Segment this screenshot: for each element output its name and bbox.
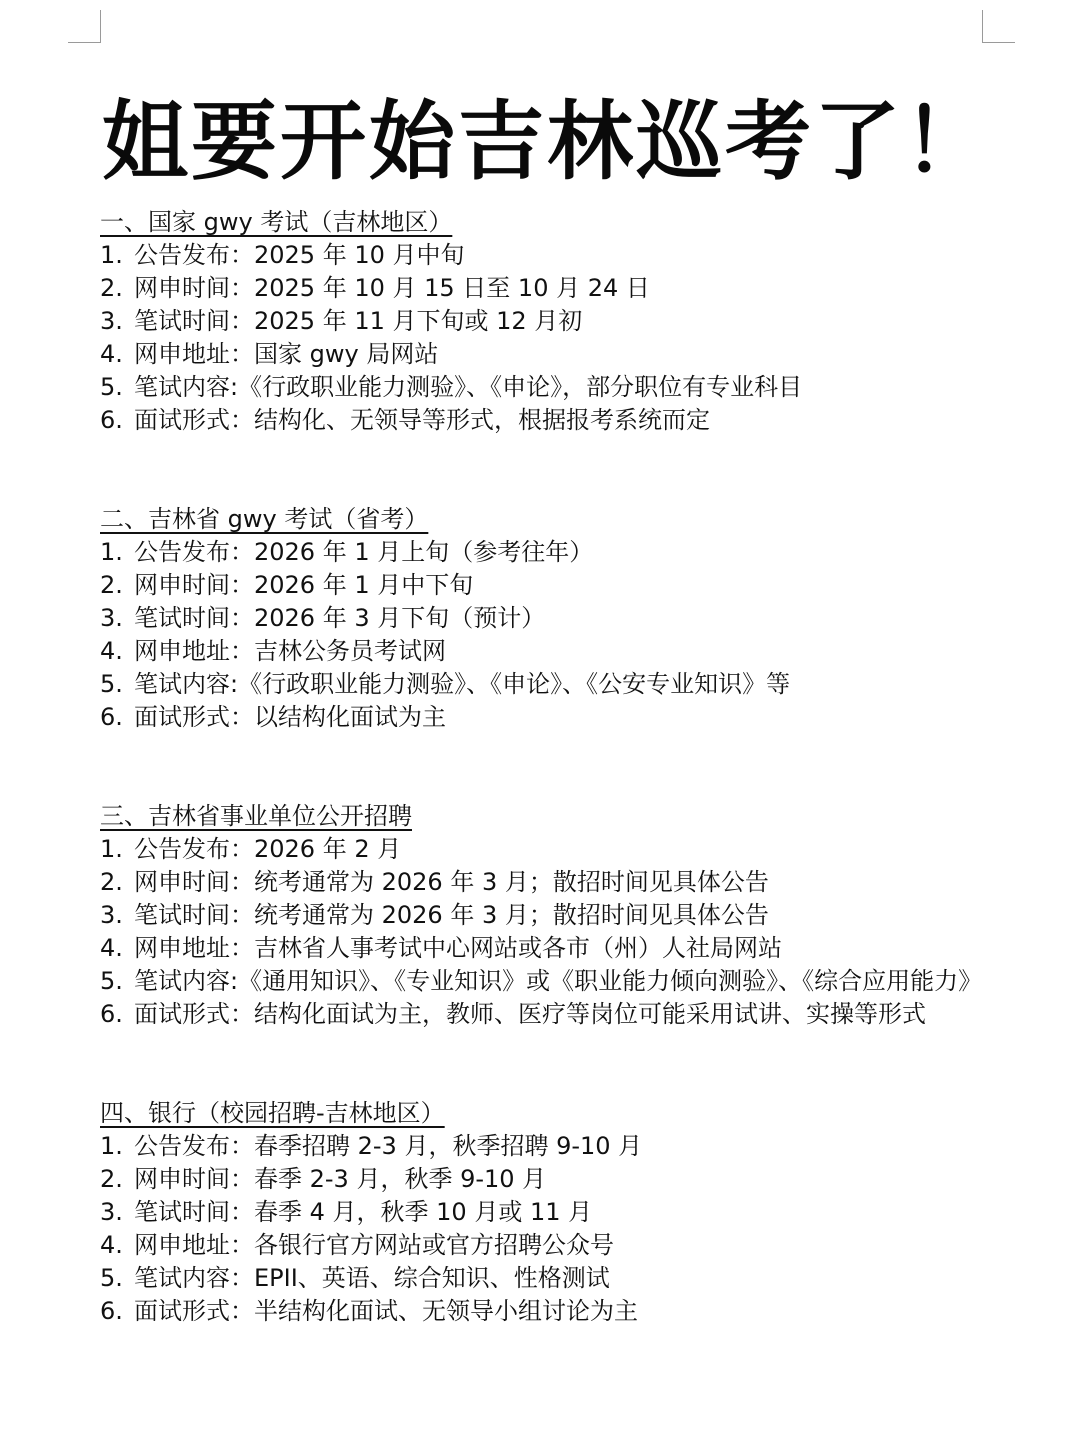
item-number: 1. (100, 241, 123, 269)
item-text: 笔试时间：统考通常为 2026 年 3 月；散招时间见具体公告 (134, 901, 769, 929)
item-list (100, 239, 990, 437)
list-item (100, 635, 990, 668)
document-body (100, 88, 990, 1328)
section-heading: 三、吉林省事业单位公开招聘 (100, 802, 412, 830)
item-number: 1. (100, 1132, 123, 1160)
item-number: 5. (100, 373, 123, 401)
item-text: 笔试时间：2026 年 3 月下旬（预计） (134, 604, 546, 632)
section-heading: 四、银行（校园招聘-吉林地区） (100, 1099, 445, 1127)
list-item (100, 536, 990, 569)
item-number: 2. (100, 868, 123, 896)
item-text: 笔试内容:《行政职业能力测验》、《申论》，部分职位有专业科目 (134, 373, 803, 401)
list-item (100, 338, 990, 371)
item-number: 4. (100, 637, 123, 665)
item-text: 网申时间：2025 年 10 月 15 日至 10 月 24 日 (134, 274, 650, 302)
list-item (100, 668, 990, 701)
item-number: 2. (100, 1165, 123, 1193)
item-text: 笔试内容：EPII、英语、综合知识、性格测试 (134, 1264, 610, 1292)
list-item (100, 569, 990, 602)
list-item (100, 404, 990, 437)
section-heading: 二、吉林省 gwy 考试（省考） (100, 505, 429, 533)
section-public-institution (100, 800, 990, 1031)
item-text: 面试形式：以结构化面试为主 (134, 703, 446, 731)
item-number: 4. (100, 340, 123, 368)
list-item (100, 866, 990, 899)
item-number: 3. (100, 307, 123, 335)
list-item (100, 1163, 990, 1196)
section-national-exam (100, 206, 990, 437)
item-number: 5. (100, 670, 123, 698)
crop-mark-top-right (982, 10, 1015, 43)
item-list (100, 536, 990, 734)
item-text: 面试形式：结构化、无领导等形式，根据报考系统而定 (134, 406, 710, 434)
list-item (100, 1262, 990, 1295)
item-text: 网申地址：吉林省人事考试中心网站或各市（州）人社局网站 (134, 934, 782, 962)
crop-mark-top-left (68, 10, 101, 43)
item-text: 网申地址：吉林公务员考试网 (134, 637, 446, 665)
item-number: 6. (100, 703, 123, 731)
item-number: 6. (100, 1297, 123, 1325)
list-item (100, 1196, 990, 1229)
item-number: 5. (100, 1264, 123, 1292)
item-text: 公告发布：2026 年 1 月上旬（参考往年） (134, 538, 594, 566)
list-item (100, 305, 990, 338)
item-number: 6. (100, 1000, 123, 1028)
item-number: 3. (100, 901, 123, 929)
item-number: 1. (100, 538, 123, 566)
item-text: 公告发布：2026 年 2 月 (134, 835, 402, 863)
section-provincial-exam (100, 503, 990, 734)
item-text: 笔试时间：春季 4 月，秋季 10 月或 11 月 (134, 1198, 593, 1226)
item-text: 网申时间：统考通常为 2026 年 3 月；散招时间见具体公告 (134, 868, 769, 896)
page-title: 姐要开始吉林巡考了！ (102, 92, 992, 192)
list-item (100, 1130, 990, 1163)
item-text: 公告发布：春季招聘 2-3 月，秋季招聘 9-10 月 (134, 1132, 643, 1160)
item-number: 3. (100, 1198, 123, 1226)
item-number: 1. (100, 835, 123, 863)
item-text: 笔试时间：2025 年 11 月下旬或 12 月初 (134, 307, 583, 335)
item-text: 面试形式：结构化面试为主，教师、医疗等岗位可能采用试讲、实操等形式 (134, 1000, 926, 1028)
item-number: 6. (100, 406, 123, 434)
item-number: 4. (100, 1231, 123, 1259)
item-number: 3. (100, 604, 123, 632)
item-number: 2. (100, 274, 123, 302)
list-item (100, 833, 990, 866)
item-number: 4. (100, 934, 123, 962)
item-text: 笔试内容:《通用知识》、《专业知识》或《职业能力倾向测验》、《综合应用能力》 (134, 967, 983, 995)
section-bank-recruitment (100, 1097, 990, 1328)
item-list (100, 833, 990, 1031)
list-item (100, 998, 990, 1031)
list-item (100, 965, 990, 998)
list-item (100, 1295, 990, 1328)
item-text: 笔试内容:《行政职业能力测验》、《申论》、《公安专业知识》等 (134, 670, 791, 698)
list-item (100, 1229, 990, 1262)
list-item (100, 899, 990, 932)
item-text: 面试形式：半结构化面试、无领导小组讨论为主 (134, 1297, 638, 1325)
list-item (100, 932, 990, 965)
item-text: 网申地址：各银行官方网站或官方招聘公众号 (134, 1231, 614, 1259)
list-item (100, 701, 990, 734)
item-list (100, 1130, 990, 1328)
item-text: 网申时间：春季 2-3 月，秋季 9-10 月 (134, 1165, 547, 1193)
list-item (100, 272, 990, 305)
list-item (100, 371, 990, 404)
section-heading: 一、国家 gwy 考试（吉林地区） (100, 208, 453, 236)
item-text: 网申时间：2026 年 1 月中下旬 (134, 571, 474, 599)
list-item (100, 239, 990, 272)
list-item (100, 602, 990, 635)
item-number: 2. (100, 571, 123, 599)
item-text: 公告发布：2025 年 10 月中旬 (134, 241, 465, 269)
item-number: 5. (100, 967, 123, 995)
item-text: 网申地址：国家 gwy 局网站 (134, 340, 439, 368)
